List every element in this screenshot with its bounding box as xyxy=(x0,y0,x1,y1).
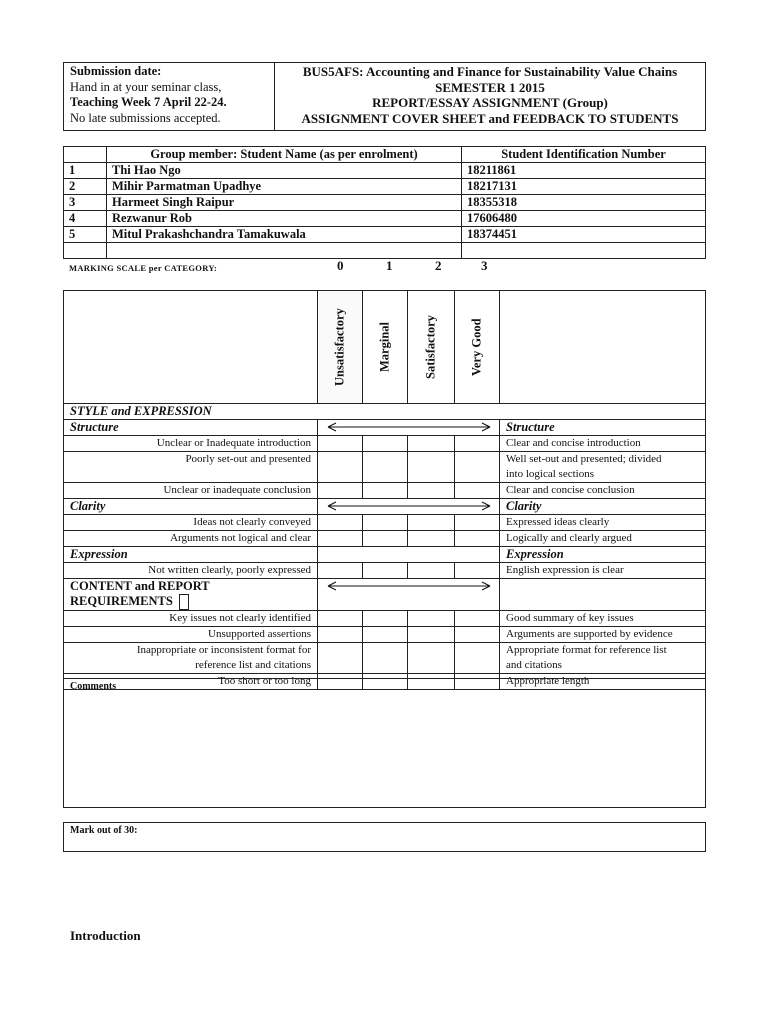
submission-cell xyxy=(64,63,275,131)
criterion-low: Inappropriate or inconsistent format for reference list and citations xyxy=(64,643,318,674)
student-id: 18211861 xyxy=(462,163,706,179)
expression-right: Expression xyxy=(500,547,706,563)
student-id: 17606480 xyxy=(462,211,706,227)
mark-cell[interactable] xyxy=(455,563,500,579)
name-header: Group member: Student Name (as per enrolment) xyxy=(107,147,462,163)
criterion-low: Arguments not logical and clear xyxy=(64,531,318,547)
submission-line1: Hand in at your seminar class, xyxy=(70,79,222,94)
mark-cell[interactable] xyxy=(408,452,455,483)
student-id: 18217131 xyxy=(462,179,706,195)
student-table xyxy=(63,146,706,259)
mark-cell[interactable] xyxy=(363,531,408,547)
scale-value-1: 1 xyxy=(386,258,393,273)
mark-cell[interactable] xyxy=(408,436,455,452)
mark-cell[interactable] xyxy=(318,643,363,674)
mark-cell[interactable] xyxy=(318,563,363,579)
mark-cell[interactable] xyxy=(363,611,408,627)
comments-label: Comments xyxy=(70,681,117,692)
criterion-high: Appropriate format for reference list and citations xyxy=(500,643,706,674)
student-num: 2 xyxy=(64,179,107,195)
mark-cell[interactable] xyxy=(455,452,500,483)
semester: SEMESTER 1 2015 xyxy=(435,79,545,95)
mark-cell[interactable] xyxy=(318,531,363,547)
mark-cell[interactable] xyxy=(408,643,455,674)
table-row xyxy=(64,195,706,211)
level-satisfactory: Satisfactory xyxy=(408,291,455,404)
scale-value-3: 3 xyxy=(481,258,488,273)
table-row xyxy=(64,163,706,179)
mark-cell[interactable] xyxy=(318,515,363,531)
criterion-high: Appropriate length xyxy=(500,674,706,690)
mark-cell[interactable] xyxy=(455,611,500,627)
clarity-left: Clarity xyxy=(64,499,318,515)
student-name: Mihir Parmatman Upadhye xyxy=(107,179,462,195)
student-num: 1 xyxy=(64,163,107,179)
student-id: 18355318 xyxy=(462,195,706,211)
criterion-low: Key issues not clearly identified xyxy=(64,611,318,627)
submission-line2: Teaching Week 7 April 22-24. xyxy=(70,95,227,109)
id-header: Student Identification Number xyxy=(462,147,706,163)
criterion-high: Well set-out and presented; divided into logical sections xyxy=(500,452,706,483)
marking-table xyxy=(63,290,706,690)
criterion-low: Poorly set-out and presented xyxy=(64,452,318,483)
mark-cell[interactable] xyxy=(363,563,408,579)
student-num: 4 xyxy=(64,211,107,227)
criterion-low: Unclear or inadequate conclusion xyxy=(64,483,318,499)
student-id: 18374451 xyxy=(462,227,706,243)
cover-title: ASSIGNMENT COVER SHEET and FEEDBACK TO STUDENTS xyxy=(301,110,679,126)
content-title: CONTENT and REPORT REQUIREMENTS xyxy=(64,579,318,611)
table-row-empty xyxy=(64,243,706,259)
mark-cell[interactable] xyxy=(363,436,408,452)
mark-label: Mark out of 30: xyxy=(70,825,138,836)
student-name: Thi Hao Ngo xyxy=(107,163,462,179)
criterion-high: Expressed ideas clearly xyxy=(500,515,706,531)
checkbox-icon xyxy=(179,594,189,610)
mark-cell[interactable] xyxy=(318,436,363,452)
student-name: Harmeet Singh Raipur xyxy=(107,195,462,211)
mark-cell[interactable] xyxy=(455,515,500,531)
scale-value-0: 0 xyxy=(337,258,344,273)
clarity-right: Clarity xyxy=(500,499,706,515)
submission-line3: No late submissions accepted. xyxy=(70,110,221,125)
mark-cell[interactable] xyxy=(408,483,455,499)
criterion-low: Unsupported assertions xyxy=(64,627,318,643)
structure-left: Structure xyxy=(64,420,318,436)
table-row xyxy=(64,227,706,243)
criterion-high: Clear and concise conclusion xyxy=(500,483,706,499)
mark-cell[interactable] xyxy=(408,563,455,579)
criterion-high: Logically and clearly argued xyxy=(500,531,706,547)
mark-cell[interactable] xyxy=(318,483,363,499)
mark-cell[interactable] xyxy=(455,436,500,452)
table-row xyxy=(64,211,706,227)
student-num: 3 xyxy=(64,195,107,211)
mark-cell[interactable] xyxy=(408,531,455,547)
student-name: Mitul Prakashchandra Tamakuwala xyxy=(107,227,462,243)
mark-cell[interactable] xyxy=(455,531,500,547)
criterion-low: Too short or too long xyxy=(64,674,318,690)
arrow-structure xyxy=(318,420,500,436)
mark-cell[interactable] xyxy=(408,515,455,531)
criterion-high: Arguments are supported by evidence xyxy=(500,627,706,643)
mark-cell[interactable] xyxy=(455,483,500,499)
level-unsatisfactory: Unsatisfactory xyxy=(318,291,363,404)
mark-cell[interactable] xyxy=(363,627,408,643)
expression-left: Expression xyxy=(64,547,318,563)
introduction-heading: Introduction xyxy=(70,928,141,943)
mark-cell[interactable] xyxy=(318,452,363,483)
section-style-title: STYLE and EXPRESSION xyxy=(64,404,706,420)
mark-cell[interactable] xyxy=(318,627,363,643)
mark-cell[interactable] xyxy=(318,611,363,627)
mark-box[interactable] xyxy=(63,822,706,852)
submission-label: Submission date: xyxy=(70,64,162,78)
course-title: BUS5AFS: Accounting and Finance for Sustainability Value Chains xyxy=(302,64,678,79)
structure-right: Structure xyxy=(500,420,706,436)
cover-header xyxy=(63,62,706,131)
criterion-high: Good summary of key issues xyxy=(500,611,706,627)
criterion-low: Ideas not clearly conveyed xyxy=(64,515,318,531)
mark-cell[interactable] xyxy=(455,627,500,643)
mark-cell[interactable] xyxy=(455,643,500,674)
mark-cell[interactable] xyxy=(363,483,408,499)
criterion-high: Clear and concise introduction xyxy=(500,436,706,452)
course-cell xyxy=(275,63,706,131)
mark-cell[interactable] xyxy=(363,643,408,674)
student-num: 5 xyxy=(64,227,107,243)
scale-label: MARKING SCALE per CATEGORY: xyxy=(69,263,218,273)
comments-box[interactable] xyxy=(63,678,706,808)
mark-cell[interactable] xyxy=(363,452,408,483)
table-row xyxy=(64,179,706,195)
criterion-low: Not written clearly, poorly expressed xyxy=(64,563,318,579)
level-very-good: Very Good xyxy=(455,291,500,404)
mark-cell[interactable] xyxy=(408,627,455,643)
student-name: Rezwanur Rob xyxy=(107,211,462,227)
assignment-type: REPORT/ESSAY ASSIGNMENT (Group) xyxy=(372,95,608,110)
mark-cell[interactable] xyxy=(363,515,408,531)
mark-cell[interactable] xyxy=(408,611,455,627)
arrow-clarity xyxy=(318,499,500,515)
criterion-low: Unclear or Inadequate introduction xyxy=(64,436,318,452)
scale-value-2: 2 xyxy=(435,258,442,273)
criterion-high: English expression is clear xyxy=(500,563,706,579)
num-header xyxy=(64,147,107,163)
arrow-content xyxy=(318,579,500,611)
level-marginal: Marginal xyxy=(363,291,408,404)
